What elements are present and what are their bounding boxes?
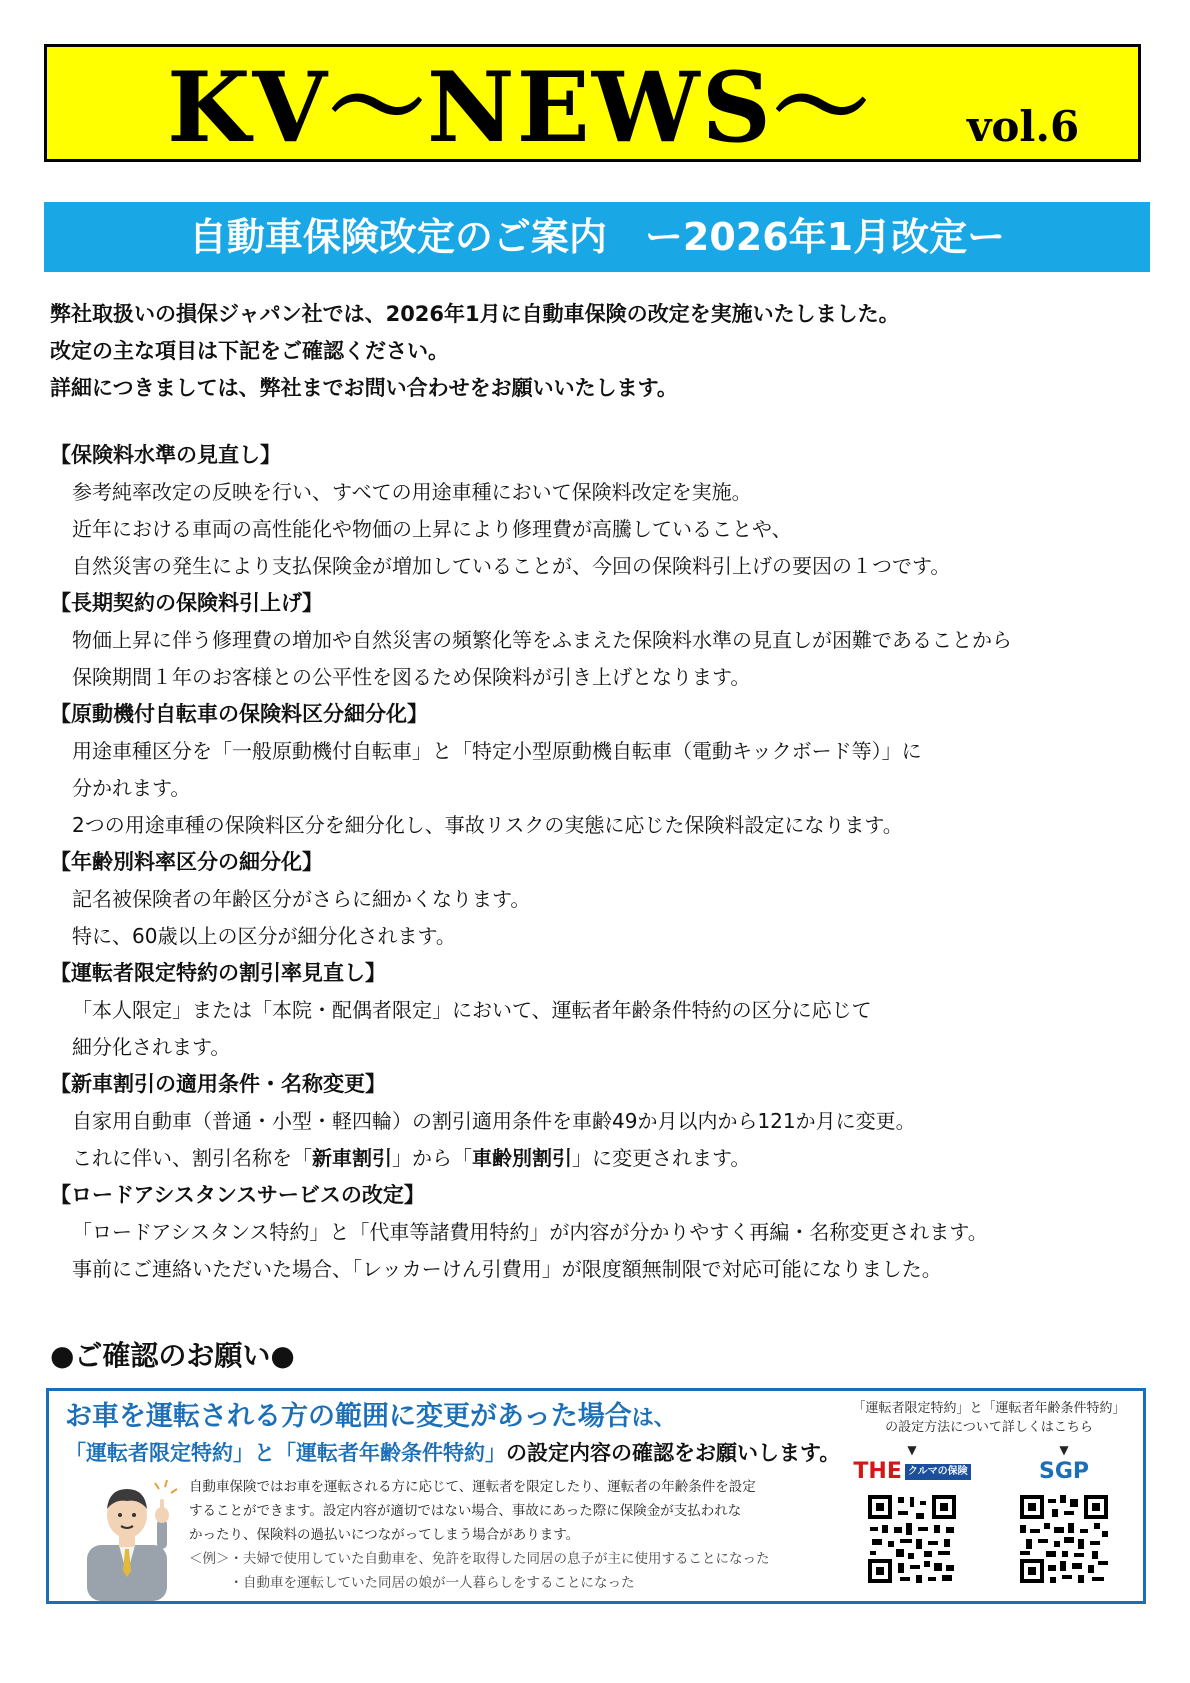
intro-line: 弊社取扱いの損保ジャパン社では、2026年1月に自動車保険の改定を実施いたしました。 [50, 302, 900, 326]
text-span: 」から「 [392, 1146, 472, 1170]
section-line: 事前にご連絡いただいた場合、「レッカーけん引費用」が限度額無制限で対応可能になりました。 [72, 1257, 942, 1281]
intro-line: 詳細につきましては、弊社までお問い合わせをお願いいたします。 [50, 376, 678, 400]
section-line: 「ロードアシスタンス特約」と「代車等諸費用特約」が内容が分かりやすく再編・名称変更されます。 [72, 1220, 988, 1244]
section-title: 【ロードアシスタンスサービスの改定】 [50, 1183, 425, 1207]
section-line: 物価上昇に伴う修理費の増加や自然災害の頻繁化等をふまえた保険料水準の見直しが困難であることから [72, 628, 1012, 652]
notice-body-line: することができます。設定内容が適切ではない場合、事故にあった際に保険金が支払われな [189, 1503, 742, 1519]
notice-headline-main: お車を運転される方の範囲に変更があった場合 [65, 1401, 632, 1432]
notice-subline-rider-names: 「運転者限定特約」と「運転者年齢条件特約」 [65, 1441, 506, 1465]
revision-sections [50, 437, 1150, 1288]
down-arrow-icon: ▼ [1059, 1443, 1069, 1457]
qr-caption: 「運転者限定特約」と「運転者年齢条件特約」 [852, 1401, 1126, 1416]
notice-headline-suffix: は、 [631, 1406, 676, 1431]
section-title: 【運転者限定特約の割引率見直し】 [50, 961, 386, 985]
qr-caption: の設定方法について詳しくはこちら [885, 1420, 1093, 1435]
section-line: 近年における車両の高性能化や物価の上昇により修理費が高騰していることや、 [72, 517, 792, 541]
notice-body-line: 自動車保険ではお車を運転される方に応じて、運転者を限定したり、運転者の年齢条件を設定 [189, 1479, 756, 1495]
section-banner: 自動車保険改定のご案内 ー2026年1月改定ー [44, 202, 1150, 272]
the-brand-tag: クルマの保険 [905, 1464, 971, 1480]
section-line: 記名被保険者の年齢区分がさらに細かくなります。 [72, 887, 531, 911]
section-line: 細分化されます。 [72, 1035, 231, 1059]
section-line: 自家用自動車（普通・小型・軽四輪）の割引適用条件を車齢49か月以内から121か月に変更。 [72, 1109, 916, 1133]
section-title: 【新車割引の適用条件・名称変更】 [50, 1072, 386, 1096]
the-brand-logo [852, 1457, 972, 1487]
qr-code-area [844, 1399, 1134, 1599]
text-span: 」に変更されます。 [572, 1146, 751, 1170]
old-discount-name: 新車割引 [312, 1146, 392, 1170]
volume-label: vol.6 [967, 102, 1080, 151]
notice-body [189, 1475, 889, 1595]
notice-headline [65, 1399, 676, 1437]
sgp-brand-label: SGP [1038, 1459, 1090, 1484]
masthead [44, 44, 1141, 162]
intro-text [50, 296, 1140, 407]
businessman-illustration [75, 1475, 179, 1601]
section-line: 特に、60歳以上の区分が細分化されます。 [72, 924, 456, 948]
notice-body-line: かったり、保険料の過払いにつながってしまう場合があります。 [189, 1527, 580, 1543]
qr-code-the[interactable] [866, 1493, 958, 1585]
section-line: 用途車種区分を「一般原動機付自転車」と「特定小型原動機自転車（電動キックボード等）」に [72, 739, 922, 763]
qr-right-column [1004, 1443, 1124, 1585]
qr-code-sgp[interactable] [1018, 1493, 1110, 1585]
new-discount-name: 車齢別割引 [472, 1146, 572, 1170]
section-line: 分かれます。 [72, 776, 191, 800]
section-title: 【原動機付自転車の保険料区分細分化】 [50, 702, 428, 726]
section-title: 【長期契約の保険料引上げ】 [50, 591, 323, 615]
qr-left-column [852, 1443, 972, 1585]
notice-example-line: ＜例＞・夫婦で使用していた自動車を、免許を取得した同居の息子が主に使用することになった [189, 1551, 770, 1567]
section-line: 「本人限定」または「本院・配偶者限定」において、運転者年齢条件特約の区分に応じて [72, 998, 872, 1022]
down-arrow-icon: ▼ [907, 1443, 917, 1457]
section-line: 参考純率改定の反映を行い、すべての用途車種において保険料改定を実施。 [72, 480, 752, 504]
section-title: 【年齢別料率区分の細分化】 [50, 850, 323, 874]
the-brand-label: THE [853, 1459, 902, 1484]
text-span: これに伴い、割引名称を「 [72, 1146, 312, 1170]
masthead-title: KV～NEWS～ [167, 51, 871, 164]
confirm-notice-box [46, 1388, 1146, 1604]
notice-subline [65, 1437, 840, 1469]
section-line: 2つの用途車種の保険料区分を細分化し、事故リスクの実態に応じた保険料設定になります。 [72, 813, 903, 837]
notice-example-line: ・自動車を運転していた同居の娘が一人暮らしをすることになった [189, 1575, 635, 1591]
section-line-rich [50, 1140, 1150, 1177]
notice-subline-rest: の設定内容の確認をお願いします。 [506, 1441, 841, 1465]
confirm-heading: ●ご確認のお願い● [50, 1339, 295, 1372]
section-line: 自然災害の発生により支払保険金が増加していることが、今回の保険料引上げの要因の１つです。 [72, 554, 951, 578]
section-line: 保険期間１年のお客様との公平性を図るため保険料が引き上げとなります。 [72, 665, 751, 689]
intro-line: 改定の主な項目は下記をご確認ください。 [50, 339, 449, 363]
section-title: 【保険料水準の見直し】 [50, 443, 281, 467]
